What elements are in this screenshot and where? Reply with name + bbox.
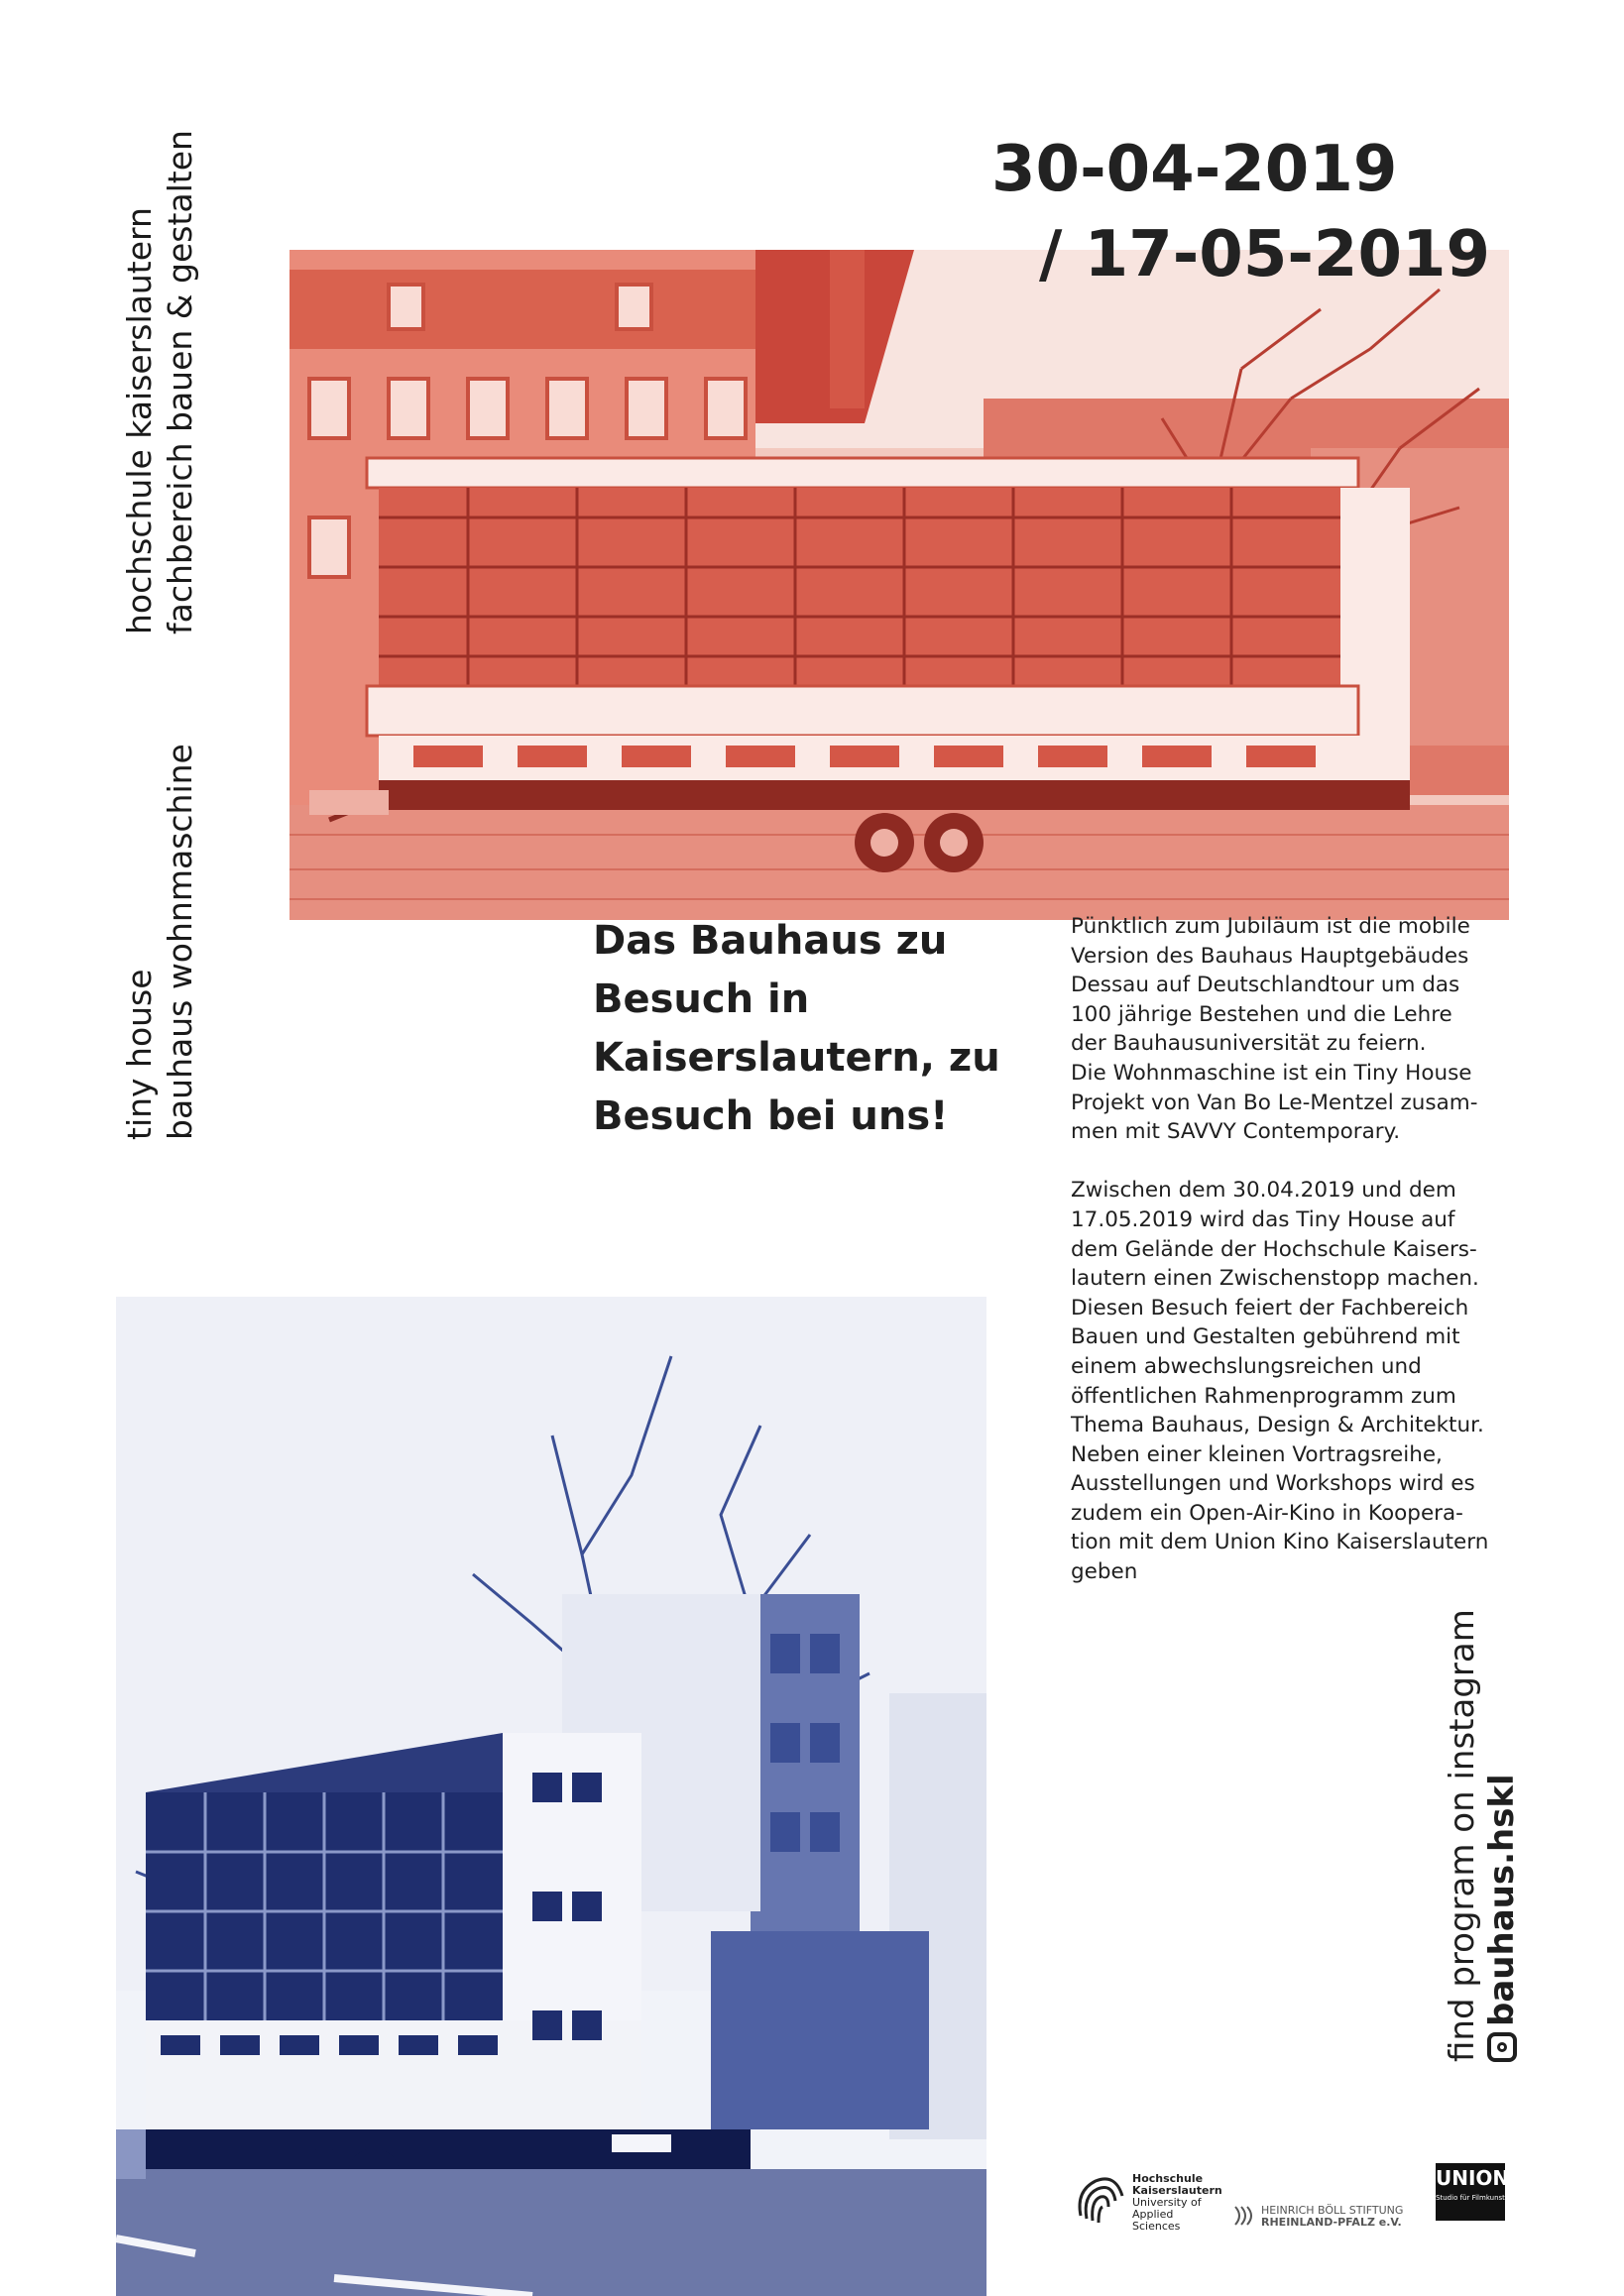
body-line: Thema Bauhaus, Design & Architektur.: [1071, 1413, 1484, 1438]
body-line: Zwischen dem 30.04.2019 und dem: [1071, 1178, 1456, 1204]
body-line: men mit SAVVY Contemporary.: [1071, 1119, 1401, 1145]
body-line: Diesen Besuch feiert der Fachbereich: [1071, 1295, 1469, 1320]
instagram-info: [1443, 1609, 1522, 2062]
headline-line-1: Das Bauhaus zu: [593, 918, 948, 964]
body-line: einem abwechslungsreichen und: [1071, 1353, 1422, 1379]
sidebar-project: [119, 744, 200, 1140]
sidebar-line-tiny-house: tiny house: [120, 969, 159, 1140]
body-text: [1071, 912, 1517, 1587]
body-line: 100 jährige Bestehen und die Lehre: [1071, 1001, 1452, 1027]
body-line: tion mit dem Union Kino Kaiserslautern: [1071, 1530, 1489, 1555]
instagram-handle-row[interactable]: [1482, 1609, 1522, 2062]
body-line: dem Gelände der Hochschule Kaisers-: [1071, 1236, 1477, 1262]
sidebar-institution: [119, 130, 200, 634]
instagram-icon: [1487, 2032, 1517, 2062]
instagram-prompt: find program on instagram: [1443, 1609, 1482, 2062]
logo-heinrich-boell-stiftung: [1229, 2203, 1428, 2233]
hs-name-2: Kaiserslautern: [1132, 2184, 1222, 2197]
body-line: Version des Bauhaus Hauptgebäudes: [1071, 943, 1469, 969]
hs-name-1: Hochschule: [1132, 2172, 1204, 2185]
headline-line-3: Kaiserslautern, zu: [593, 1035, 1000, 1081]
body-line: Ausstellungen und Workshops wird es: [1071, 1471, 1475, 1497]
boell-name-1: HEINRICH BÖLL STIFTUNG: [1261, 2204, 1404, 2217]
body-line: lautern einen Zwischenstopp machen.: [1071, 1266, 1479, 1292]
boell-name-2: RHEINLAND-PFALZ e.V.: [1261, 2216, 1402, 2229]
body-line: geben: [1071, 1559, 1138, 1585]
headline: [593, 912, 1049, 1146]
body-line: öffentlichen Rahmenprogramm zum: [1071, 1383, 1456, 1409]
body-line: Dessau auf Deutschlandtour um das: [1071, 973, 1460, 998]
body-line: Neben einer kleinen Vortragsreihe,: [1071, 1441, 1443, 1467]
headline-line-2: Besuch in: [593, 976, 810, 1022]
photo-blue-bauhaus-dessau: [116, 1297, 986, 2296]
union-name: UNION: [1436, 2166, 1510, 2190]
hs-name-4: Applied Sciences: [1132, 2208, 1181, 2233]
body-line: der Bauhausuniversität zu feiern.: [1071, 1031, 1427, 1057]
sidebar-line-school: hochschule kaiserslautern: [120, 207, 159, 634]
date-end: / 17-05-2019: [1039, 218, 1491, 291]
fingerprint-icon: [1071, 2161, 1130, 2231]
union-subtitle: Studio für Filmkunst: [1436, 2194, 1505, 2202]
sidebar-line-department: fachbereich bauen & gestalten: [161, 130, 199, 634]
body-line: zudem ein Open-Air-Kino in Koopera-: [1071, 1500, 1463, 1526]
body-line: Projekt von Van Bo Le-Mentzel zusam-: [1071, 1090, 1478, 1115]
boell-mark-icon: [1229, 2203, 1259, 2229]
hs-name-3: University of: [1132, 2196, 1202, 2209]
body-line: Bauen und Gestalten gebührend mit: [1071, 1324, 1460, 1350]
body-line: Pünktlich zum Jubiläum ist die mobile: [1071, 914, 1470, 939]
headline-line-4: Besuch bei uns!: [593, 1093, 949, 1139]
paragraph-gap: [1071, 1147, 1517, 1177]
logo-hochschule-kaiserslautern: [1071, 2161, 1222, 2233]
body-line: 17.05.2019 wird das Tiny House auf: [1071, 1206, 1455, 1232]
photo-red-tiny-house: [290, 250, 1509, 920]
logo-union-kino: [1436, 2163, 1510, 2221]
date-start: 30-04-2019: [991, 133, 1398, 206]
event-dates: [991, 127, 1490, 297]
sidebar-line-wohnmaschine: bauhaus wohnmaschine: [161, 744, 199, 1140]
instagram-handle[interactable]: bauhaus.hskl: [1482, 1774, 1522, 2026]
body-line: Die Wohnmaschine ist ein Tiny House: [1071, 1060, 1472, 1086]
